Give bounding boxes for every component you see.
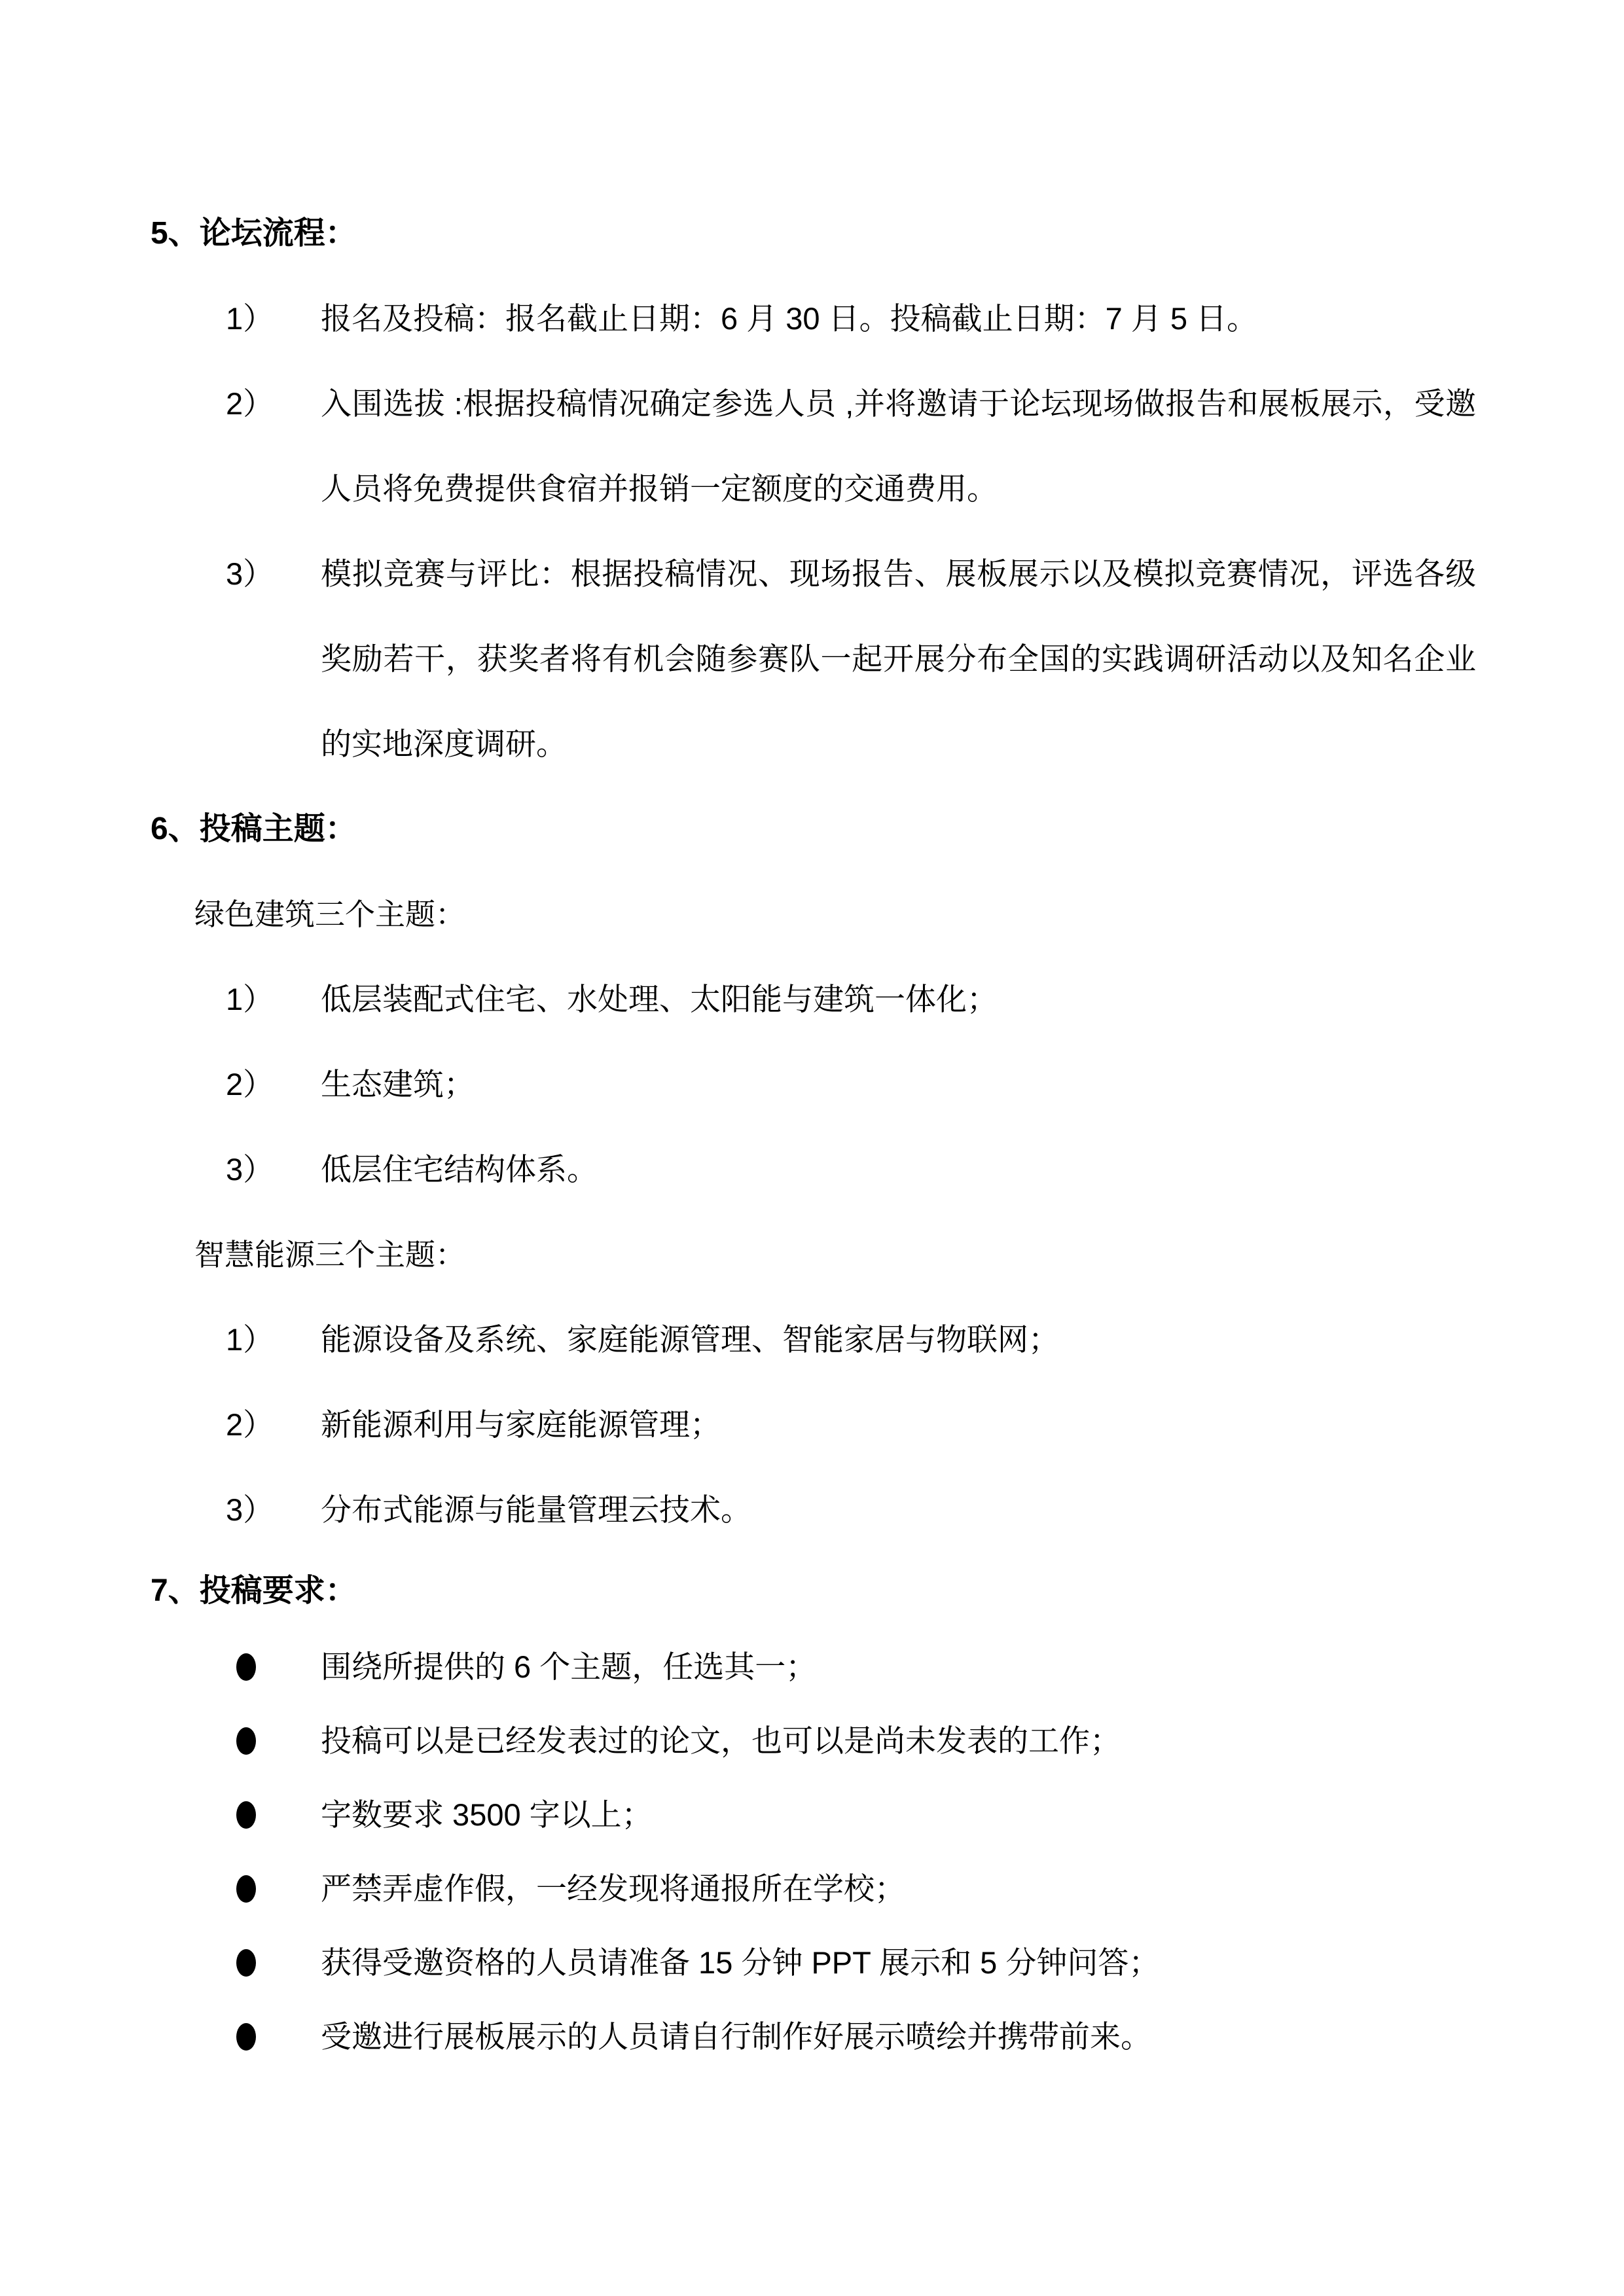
list-item-marker: 2） — [226, 1067, 274, 1102]
bullet-item — [226, 1704, 1476, 1778]
list-item — [226, 1382, 1476, 1467]
section-7-heading: 7、投稿要求： — [151, 1573, 357, 1608]
list-item-marker: 3） — [226, 556, 274, 591]
list-item-marker: 2） — [226, 386, 274, 421]
topic-group-label: 绿色建筑三个主题： — [194, 897, 465, 931]
list-item-text: 生态建筑； — [321, 1067, 475, 1102]
list-item-text: 模拟竞赛与评比：根据投稿情况、现场报告、展板展示以及模拟竞赛情况，评选各级奖励若干，获奖者将有机会随参赛队一起开展分布全国的实践调研活动以及知名企业的实地深度调研。 — [321, 556, 1476, 761]
bullet-item — [226, 1852, 1476, 1926]
list-item-marker: 3） — [226, 1152, 274, 1187]
bullet-item — [226, 2000, 1476, 2073]
list-item — [226, 1297, 1476, 1382]
list-item — [226, 1127, 1476, 1212]
list-item-text: 新能源利用与家庭能源管理； — [321, 1407, 721, 1442]
list-item-text: 入围选拔 :根据投稿情况确定参选人员 ,并将邀请于论坛现场做报告和展板展示，受邀人员将免费提供食宿并报销一定额度的交通费用。 — [321, 386, 1476, 506]
bullet-icon — [236, 1727, 256, 1755]
section-6-heading: 6、投稿主题： — [151, 812, 357, 846]
bullet-item-text: 受邀进行展板展示的人员请自行制作好展示喷绘并携带前来。 — [321, 2019, 1151, 2054]
list-item-marker: 3） — [226, 1492, 274, 1527]
list-item-text: 能源设备及系统、家庭能源管理、智能家居与物联网； — [321, 1322, 1059, 1357]
bullet-icon — [236, 2023, 256, 2051]
bullet-icon — [236, 1949, 256, 1977]
bullet-icon — [236, 1875, 256, 1903]
bullet-item — [226, 1778, 1476, 1852]
bullet-item-text: 围绕所提供的 6 个主题，任选其一； — [321, 1649, 817, 1684]
list-item-marker: 1） — [226, 1322, 274, 1357]
bullet-item-text: 严禁弄虚作假，一经发现将通报所在学校； — [321, 1871, 905, 1906]
list-item — [226, 361, 1476, 531]
list-item — [226, 531, 1476, 787]
list-item-text: 低层装配式住宅、水处理、太阳能与建筑一体化； — [321, 982, 998, 1016]
list-item-text: 报名及投稿：报名截止日期：6 月 30 日。投稿截止日期：7 月 5 日。 — [321, 301, 1258, 336]
bullet-icon — [236, 1653, 256, 1681]
section-5-heading: 5、论坛流程： — [151, 216, 357, 251]
bullet-item — [226, 1630, 1476, 1704]
list-item — [226, 1467, 1476, 1552]
list-item-marker: 2） — [226, 1407, 274, 1442]
list-item-text: 低层住宅结构体系。 — [321, 1152, 598, 1187]
list-item — [226, 1042, 1476, 1127]
topic-group-label: 智慧能源三个主题： — [194, 1238, 465, 1272]
list-item — [226, 276, 1476, 361]
bullet-item — [226, 1926, 1476, 2000]
list-item-marker: 1） — [226, 301, 274, 336]
bullet-item-text: 获得受邀资格的人员请准备 15 分钟 PPT 展示和 5 分钟问答； — [321, 1945, 1160, 1980]
list-item — [226, 957, 1476, 1042]
list-item-text: 分布式能源与能量管理云技术。 — [321, 1492, 751, 1527]
bullet-item-text: 投稿可以是已经发表过的论文，也可以是尚未发表的工作； — [321, 1723, 1121, 1758]
bullet-icon — [236, 1801, 256, 1829]
bullet-item-text: 字数要求 3500 字以上； — [321, 1797, 653, 1832]
list-item-marker: 1） — [226, 982, 274, 1016]
